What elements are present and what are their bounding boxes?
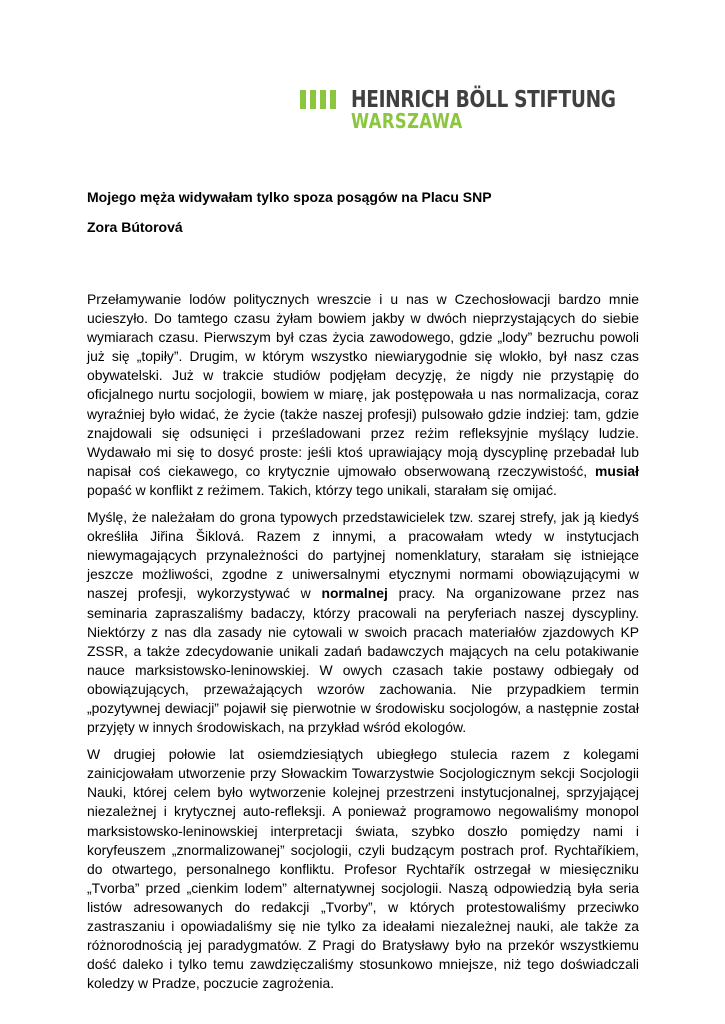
paragraph [87,508,639,737]
article-body [87,290,639,1001]
paragraph-text: Myślę, że należałam do grona typowych przedstawicielek tzw. szarej strefy, jak ją kiedyś określiła Jiřina Šiklová. Razem z innymi, a pracowałam wtedy w instytucjach niewymagających przynależności do partyjnej nomenklatury, starałam się istniejące jeszcze możliwości, zgodne z uniwersalnymi etycznymi normami obowiązującymi w naszej profesji, wykorzystywać w [87,509,639,602]
article-title: Mojego męża widywałam tylko spoza posągów na Placu SNP [87,189,492,205]
article-author: Zora Bútorová [87,219,183,235]
logo-name: HEINRICH BÖLL STIFTUNG [351,85,616,113]
paragraph [87,290,639,500]
paragraph-text: popaść w konflikt z reżimem. Takich, którzy tego unikali, starałam się omijać. [87,481,557,498]
paragraph-emphasis: musiał [594,462,639,479]
logo-city: WARSZAWA [351,109,463,133]
paragraph-emphasis: normalnej [321,585,388,602]
paragraph [87,745,639,993]
foundation-logo [300,85,645,134]
paragraph-text: Przełamywanie lodów politycznych wreszcie i u nas w Czechosłowacji bardzo mnie ucieszyło. Do tamtego czasu żyłam bowiem jakby w dwóch nieprzystających do siebie wymiarach czasu. Pierwszym był czas życia zawodowego, gdzie „lody” bezruchu powoli już się „topiły”. Drugim, w którym wszystko niewiarygodnie się wlokło, był nasz czas obywatelski. Już w trakcie studiów podjęłam decyzję, że nigdy nie przystąpię do oficjalnego nurtu socjologii, bowiem w miarę, jak postępowała u nas normalizacja, coraz wyraźniej było widać, że życie (także naszej profesji) pulsowało gdzie indziej: tam, gdzie znajdowali się odsunięci i prześladowani przez reżim refleksyjnie myślący ludzie. Wydawało mi się to dosyć proste: jeśli ktoś uprawiający moją dyscyplinę przebadał lub napisał coś ciekawego, co krytycznie ujmowało obserwowaną rzeczywistość, [87,291,639,479]
paragraph-text: pracy. Na organizowane przez nas seminaria zapraszaliśmy badaczy, którzy pracowali na peryferiach naszej dyscypliny. Niektórzy z nas dla zasady nie cytowali w swoich pracach materiałów zjazdowych KP ZSSR, a także zdecydowanie unikali zadań badawczych mających na celu potakiwanie nauce marksistowsko-leninowskiej. W owych czasach takie postawy odbiegały od obowiązujących, przeważających wzorów zachowania. Nie przypadkiem termin „pozytywnej dewiacji” pojawił się pierwotnie w środowisku socjologów, a następnie został przyjęty w innych środowiskach, na przykład wśród ekologów. [87,585,640,736]
paragraph-text: W drugiej połowie lat osiemdziesiątych ubiegłego stulecia razem z kolegami zainicjowałam utworzenie przy Słowackim Towarzystwie Socjologicznym sekcji Socjologii Nauki, której celem było wytworzenie kolejnej przestrzeni instytucjonalnej, sprzyjającej niezależnej i krytycznej auto-refleksji. A ponieważ programowo negowaliśmy monopol marksistowsko-leninowskiej interpretacji świata, szybko doszło pomiędzy nami i koryfeuszem „znormalizowanej” socjologii, czyli budzącym postrach prof. Rychtaříkiem, do otwartego, personalnego konfliktu. Profesor Rychtařík ostrzegał w miesięczniku „Tvorba” przed „cienkim lodem” alternatywnej socjologii. Naszą odpowiedzią była seria listów adresowanych do redakcji „Tvorby”, w których protestowaliśmy przeciwko zastraszaniu i opowiadaliśmy się nie tylko za ideałami niezależnej nauki, ale także za różnorodnością jej paradygmatów. Z Pragi do Bratysławy było na przekór wszystkiemu dość daleko i tylko temu zawdzięczaliśmy stosunkowo mniejsze, niż tego doświadczali koledzy w Pradze, poczucie zagrożenia. [87,746,639,992]
